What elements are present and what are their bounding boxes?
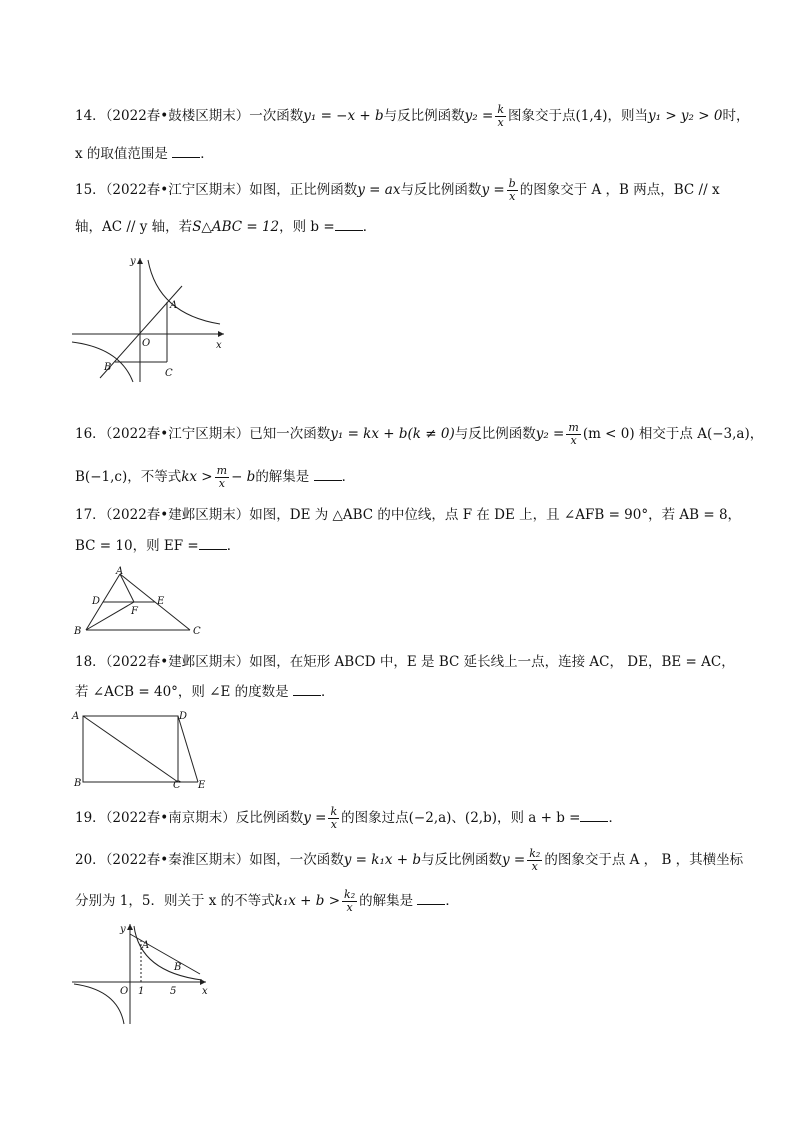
label-5: 5 [170, 986, 177, 997]
label-y: y [130, 256, 136, 267]
q14-line1: 14．（2022春•鼓楼区期末）一次函数y₁ = −x + b与反比例函数y₂ = $\frac{k}{x}$ 图象交于点(1,4)，则当y₁ > y₂ > 0时， [75, 103, 750, 129]
label-B: B [74, 778, 82, 789]
answer-blank [293, 683, 321, 696]
fraction: $\frac{k}{x}$ [330, 805, 338, 831]
label-x: x [202, 986, 208, 997]
label-A: A [72, 711, 80, 722]
answer-blank [314, 468, 342, 481]
label-O: O [142, 338, 151, 349]
fraction: $\frac{\text{k₂}}{x}$ [344, 888, 356, 914]
fraction: $\frac{m}{x}$ [216, 464, 228, 490]
q15-line2: 轴，AC // y 轴，若S△ABC = 12，则 b = ． [75, 219, 377, 235]
answer-blank [580, 809, 608, 822]
q18-line1: 18．（2022春•建邺区期末）如图，在矩形 ABCD 中，E 是 BC 延长线上一点，连接 AC， DE，BE = AC， [75, 654, 735, 670]
answer-blank [199, 537, 227, 550]
q18-figure [70, 708, 216, 792]
fraction: $\frac{k}{x}$ [497, 103, 504, 129]
label-C: C [173, 780, 181, 791]
q19-line1: 19．（2022春•南京期末）反比例函数y = $\frac{k}{x}$ 的图象过点(−2,a)、(2,b)，则 a + b = ． [75, 805, 622, 831]
label-A: A [142, 940, 150, 951]
q20-line1: 20．（2022春•秦淮区期末）如图，一次函数y = k₁x + b与反比例函数y = $\frac{\text{k₂}}{x}$ 的图象交于点 A ， B ，其横坐标 [75, 847, 744, 873]
answer-blank [417, 892, 445, 905]
q17-figure [70, 566, 210, 638]
label-E: E [157, 596, 165, 607]
label-E: E [198, 780, 206, 791]
q16-line2: B(−1,c)，不等式kx > $\frac{m}{x}$ − b的解集是 ． [75, 464, 356, 490]
fraction: $\frac{m}{x}$ [568, 421, 579, 447]
label-F: F [131, 606, 138, 617]
q15-figure [70, 252, 230, 384]
label-x: x [216, 340, 222, 351]
fraction: $\frac{b}{x}$ [508, 177, 516, 203]
q20-line2: 分别为 1，5．则关于 x 的不等式k₁x + b > $\frac{\text{k₂}}{x}$ 的解集是 ． [75, 888, 459, 914]
label-A: A [116, 566, 124, 577]
label-C: C [193, 626, 201, 637]
label-D: D [179, 711, 188, 722]
label-C: C [165, 368, 173, 379]
q14-line2: x 的取值范围是 ． [75, 146, 214, 162]
q15-line1: 15．（2022春•江宁区期末）如图，正比例函数y = ax与反比例函数y = $\frac{b}{x}$ 的图象交于 A ，B 两点，BC // x [75, 177, 720, 203]
label-B: B [104, 362, 112, 373]
label-A: A [170, 300, 178, 311]
q17-line2: BC = 10，则 EF = ． [75, 538, 241, 554]
q17-line1: 17．（2022春•建邺区期末）如图，DE 为 △ABC 的中位线，点 F 在 DE 上，且 ∠AFB = 90°，若 AB = 8， [75, 507, 742, 523]
answer-blank [172, 145, 200, 158]
q16-line1: 16．（2022春•江宁区期末）已知一次函数y₁ = kx + b(k ≠ 0)与反比例函数y₂ = $\frac{m}{x}$ (m < 0) 相交于点 A(−3,a)， [75, 421, 764, 447]
fraction: $\frac{\text{k₂}}{x}$ [529, 847, 541, 873]
label-y: y [120, 924, 126, 935]
label-O: O [120, 986, 129, 997]
answer-blank [335, 218, 363, 231]
q18-line2: 若 ∠ACB = 40°，则 ∠E 的度数是 ． [75, 684, 335, 700]
label-B: B [74, 626, 82, 637]
label-D: D [92, 596, 101, 607]
label-B: B [174, 962, 182, 973]
label-1: 1 [138, 986, 145, 997]
q20-figure [70, 920, 220, 1028]
